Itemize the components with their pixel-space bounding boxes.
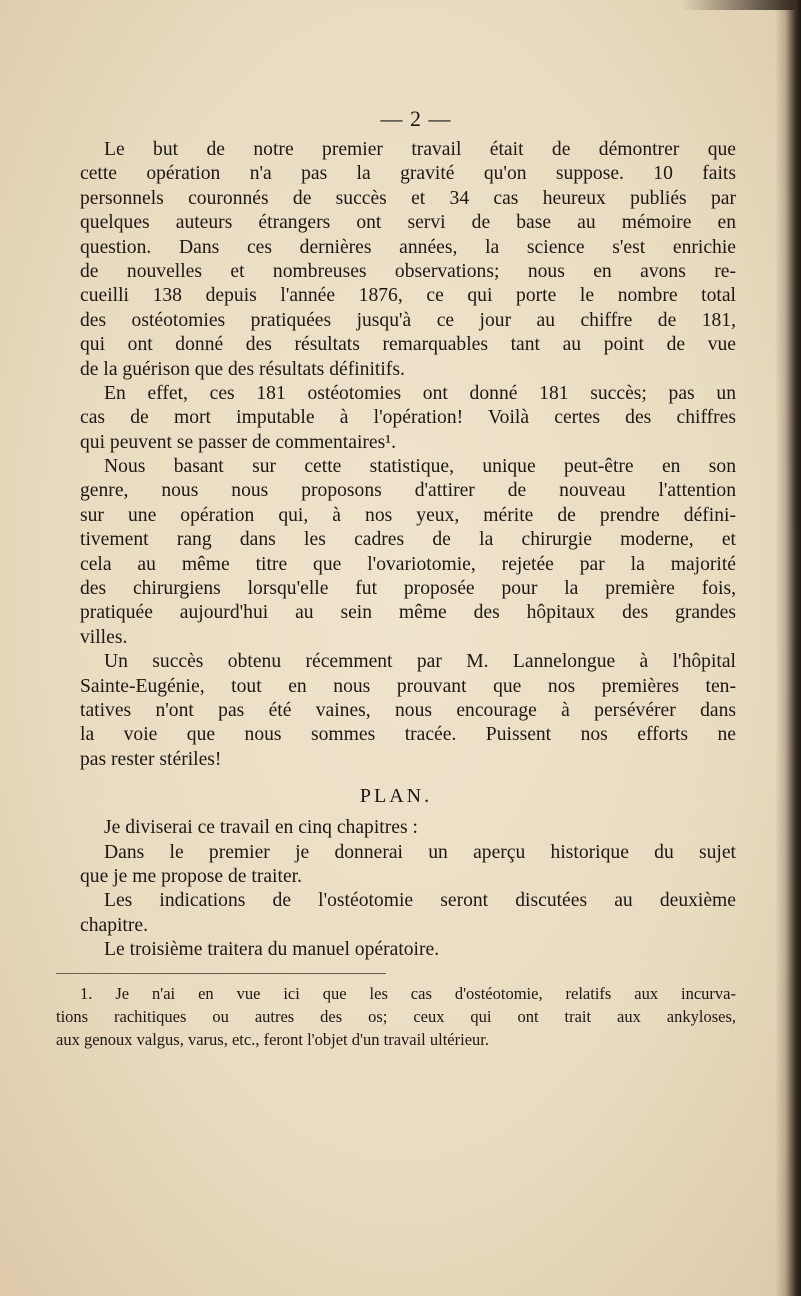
text-line: qui ont donné des résultats remarquables tant au point de vue — [80, 334, 736, 356]
text-line: Nous basant sur cette statistique, unique peut-être en son — [104, 456, 736, 478]
text-line: personnels couronnés de succès et 34 cas heureux publiés par — [80, 187, 736, 209]
text-line: de nouvelles et nombreuses observations; nous en avons re- — [80, 260, 736, 282]
text-line: cette opération n'a pas la gravité qu'on suppose. 10 faits — [80, 163, 736, 185]
text-line: tivement rang dans les cadres de la chirurgie moderne, et — [80, 529, 736, 551]
text-line: qui peuvent se passer de commentaires¹. — [80, 431, 397, 453]
paragraph-list — [56, 138, 736, 772]
text-line: cela au même titre que l'ovariotomie, rejetée par la majorité — [80, 553, 736, 575]
paragraph — [56, 938, 736, 962]
paragraph — [56, 841, 736, 890]
text-line: villes. — [80, 626, 128, 648]
text-line: la voie que nous sommes tracée. Puissent nos efforts ne — [80, 724, 736, 746]
text-line: des chirurgiens lorsqu'elle fut proposée pour la première fois, — [80, 578, 736, 600]
text-line: des ostéotomies pratiquées jusqu'à ce jour au chiffre de 181, — [80, 309, 736, 331]
page-number: — 2 — — [380, 106, 452, 131]
text-line: genre, nous nous proposons d'attirer de nouveau l'attention — [80, 480, 736, 502]
footnote-line: 1. Je n'ai en vue ici que les cas d'ostéotomie, relatifs aux incurva- — [80, 983, 736, 1003]
footnote-line: aux genoux valgus, varus, etc., feront l'objet d'un travail ultérieur. — [56, 1029, 489, 1049]
footnote-line: tions rachitiques ou autres des os; ceux qui ont trait aux ankyloses, — [56, 1006, 736, 1026]
text-line: question. Dans ces dernières années, la science s'est enrichie — [80, 236, 736, 258]
page-edge-shadow — [775, 0, 801, 1296]
paragraph — [56, 889, 736, 938]
text-block — [56, 104, 736, 1051]
text-line: pas rester stériles! — [80, 748, 222, 770]
text-line: que je me propose de traiter. — [80, 865, 302, 887]
text-line: tatives n'ont pas été vaines, nous encourage à persévérer dans — [80, 699, 736, 721]
text-line: quelques auteurs étrangers ont servi de base au mémoire en — [80, 212, 736, 234]
text-line: chapitre. — [80, 914, 148, 936]
text-line: sur une opération qui, à nos yeux, mérite de prendre défini- — [80, 504, 736, 526]
text-line: cueilli 138 depuis l'année 1876, ce qui porte le nombre total — [80, 285, 736, 307]
text-line: de la guérison que des résultats définitifs. — [80, 358, 405, 380]
paragraph — [56, 650, 736, 772]
plan-paragraph-list — [56, 816, 736, 962]
paragraph — [56, 382, 736, 455]
paragraph — [56, 816, 736, 840]
section-title-plan: PLAN. — [359, 785, 433, 808]
footnote — [56, 982, 736, 1051]
text-line: Dans le premier je donnerai un aperçu historique du sujet — [104, 841, 736, 863]
text-line: Le but de notre premier travail était de démontrer que — [104, 139, 736, 160]
text-line: Je diviserai ce travail en cinq chapitres : — [104, 817, 418, 839]
text-line: Sainte-Eugénie, tout en nous prouvant que nos premières ten- — [80, 675, 736, 697]
text-line: Le troisième traitera du manuel opératoire. — [104, 939, 440, 961]
text-line: pratiquée aujourd'hui au sein même des hôpitaux des grandes — [80, 602, 736, 624]
footnote-divider — [56, 973, 386, 974]
paragraph — [56, 455, 736, 650]
text-line: cas de mort imputable à l'opération! Voilà certes des chiffres — [80, 407, 736, 429]
text-line: En effet, ces 181 ostéotomies ont donné 181 succès; pas un — [104, 382, 736, 404]
text-line: Un succès obtenu récemment par M. Lannelongue à l'hôpital — [104, 651, 736, 673]
paragraph — [56, 138, 736, 382]
text-line: Les indications de l'ostéotomie seront discutées au deuxième — [104, 890, 736, 912]
main-text — [56, 138, 736, 963]
